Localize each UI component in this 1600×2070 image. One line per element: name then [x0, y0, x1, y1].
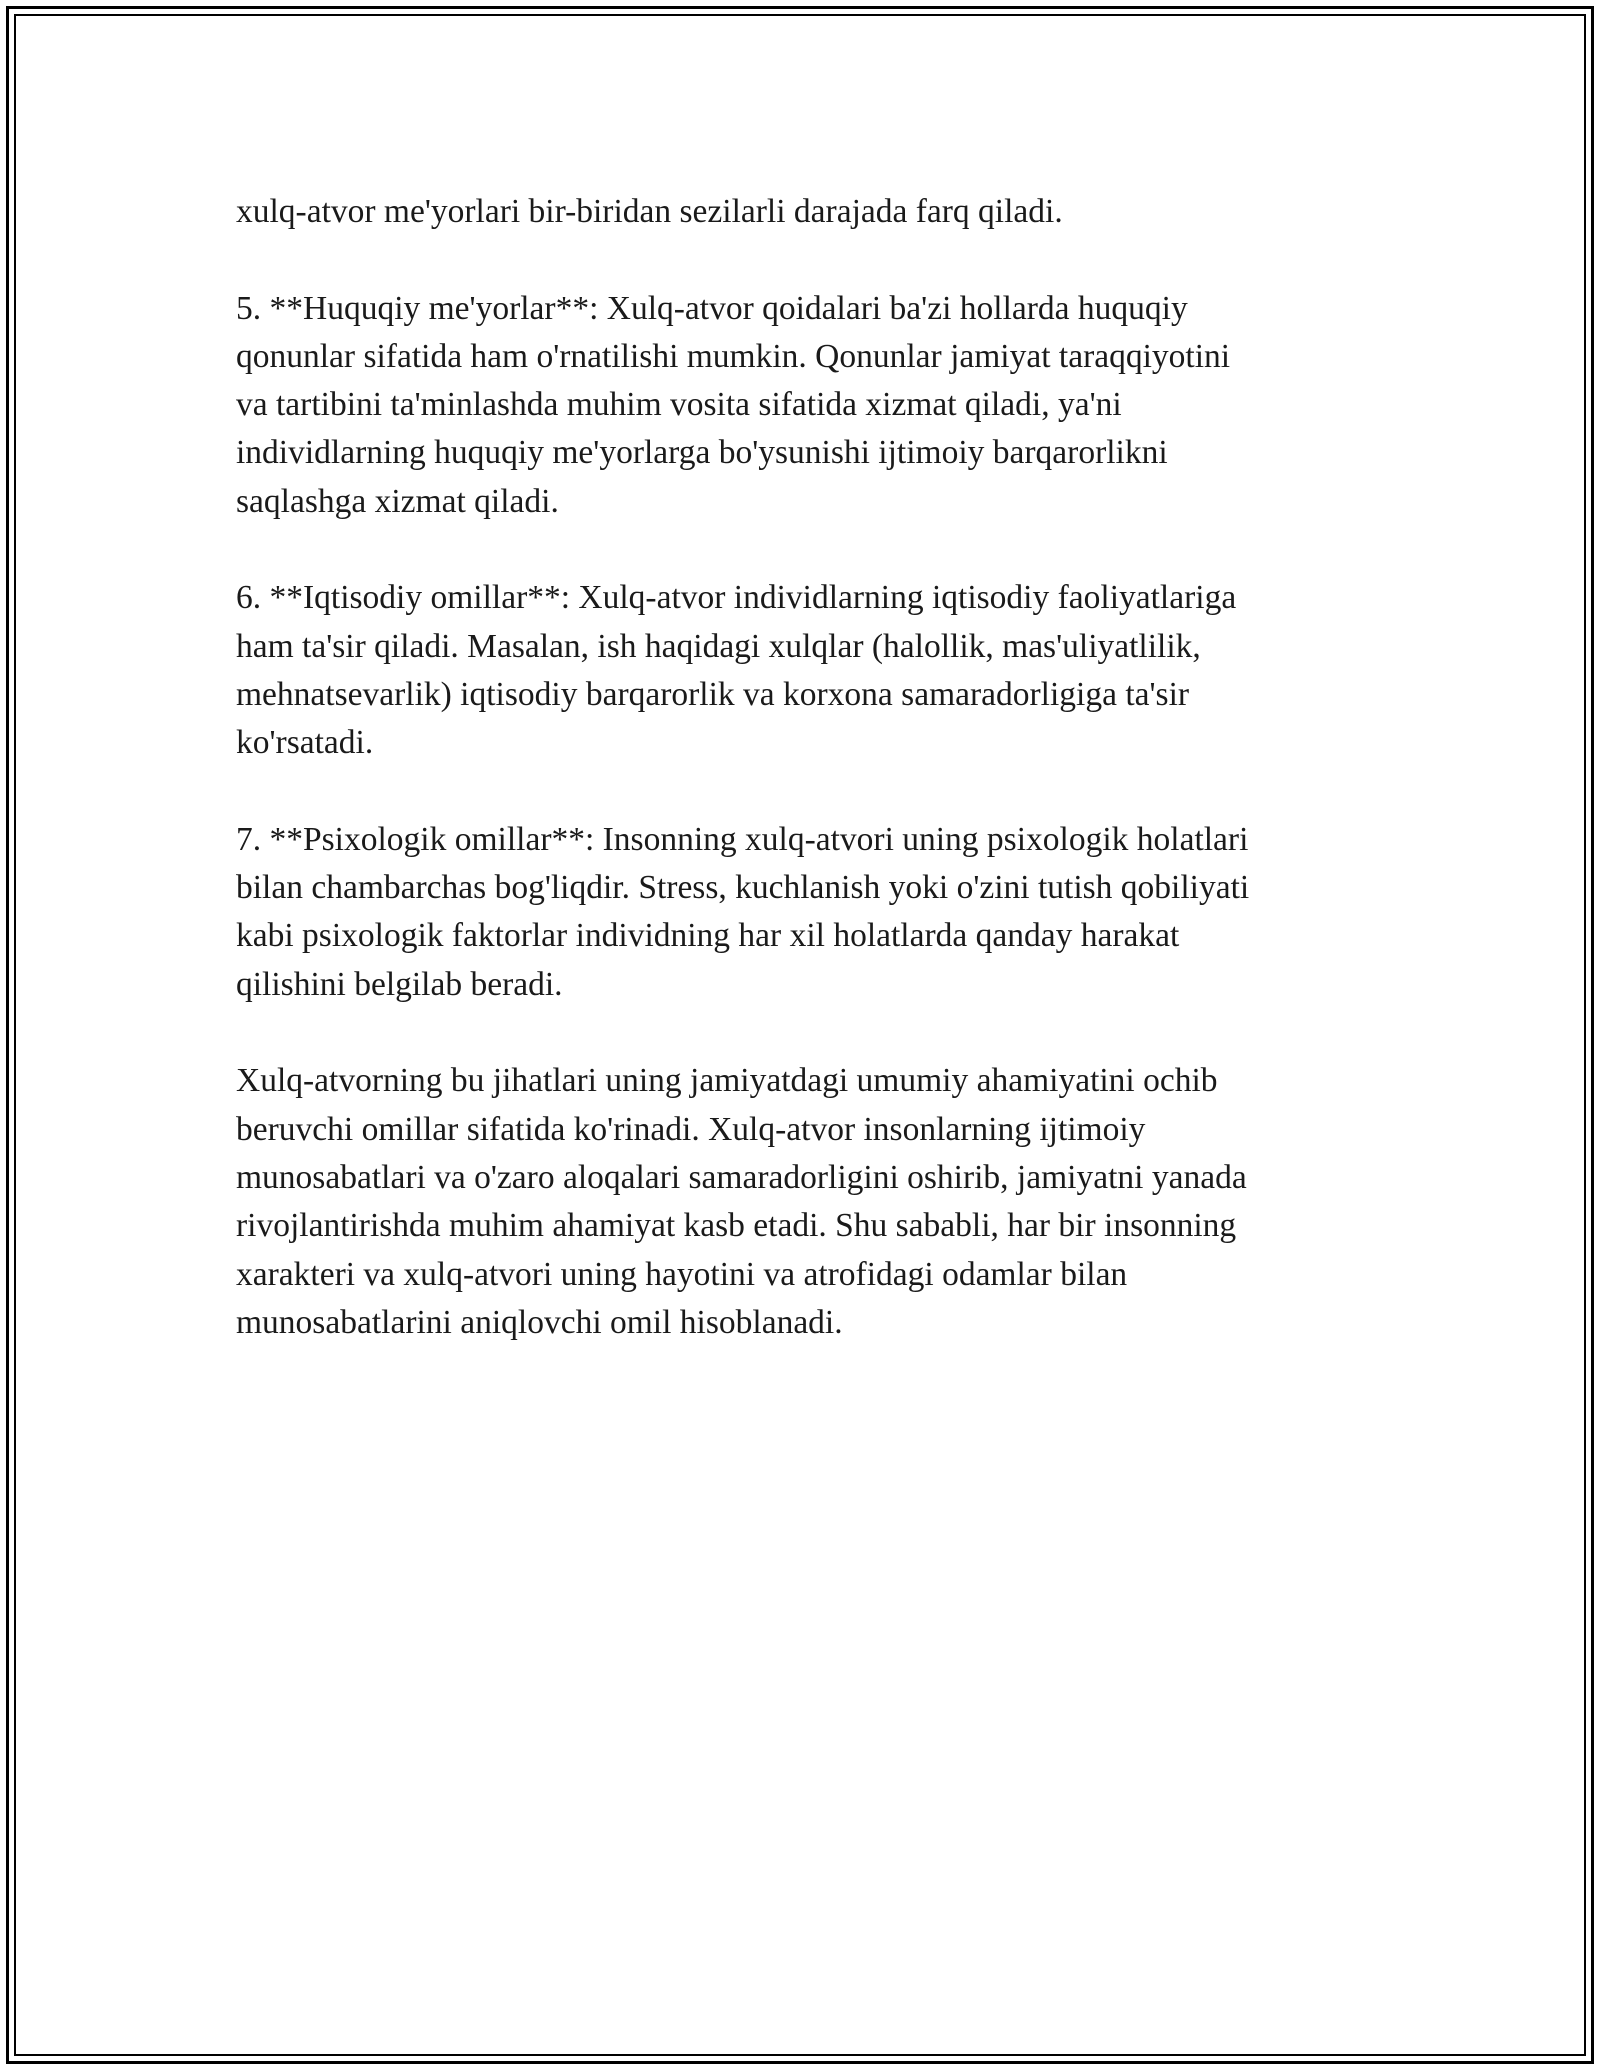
paragraph-legal-norms: 5. **Huquqiy me'yorlar**: Xulq-atvor qoidalari ba'zi hollarda huquqiy qonunlar sifatida ham o'rnatilishi mumkin. Qonunlar jamiyat taraqqiyotini va tartibini ta'minlashda muhim vosita sifatida xizmat qiladi, ya'ni individlarning huquqiy me'yorlarga bo'ysunishi ijtimoiy barqarorlikni saqlashga xizmat qiladi.	[236, 289, 1231, 520]
paragraph-conclusion: Xulq-atvorning bu jihatlari uning jamiyatdagi umumiy ahamiyatini ochib beruvchi omillar sifatida ko'rinadi. Xulq-atvor insonlarning ijtimoiy munosabatlari va o'zaro aloqalari samaradorligini oshirib, jamiyatni yanada rivojlantirishda muhim ahamiyat kasb etadi. Shu sababli, har bir insonning xarakteri va xulq-atvori uning hayotini va atrofidagi odamlar bilan munosabatlarini aniqlovchi omil hisoblanadi.	[236, 1062, 1247, 1341]
paragraph-psychological-factors: 7. **Psixologik omillar**: Insonning xulq-atvori uning psixologik holatlari bilan chambarchas bog'liqdir. Stress, kuchlanish yoki o'zini tutish qobiliyati kabi psixologik faktorlar individning har xil holatlarda qanday harakat qilishini belgilab beradi.	[236, 820, 1250, 1003]
paragraph-economic-factors: 6. **Iqtisodiy omillar**: Xulq-atvor individlarning iqtisodiy faoliyatlariga ham ta'sir qiladi. Masalan, ish haqidagi xulqlar (halollik, mas'uliyatlilik, mehnatsevarlik) iqtisodiy barqarorlik va korxona samaradorligiga ta'sir ko'rsatadi.	[236, 579, 1237, 762]
paragraph-continuation: xulq-atvor me'yorlari bir-biridan sezilarli darajada farq qiladi.	[236, 193, 1063, 230]
document-body	[236, 188, 1366, 1395]
